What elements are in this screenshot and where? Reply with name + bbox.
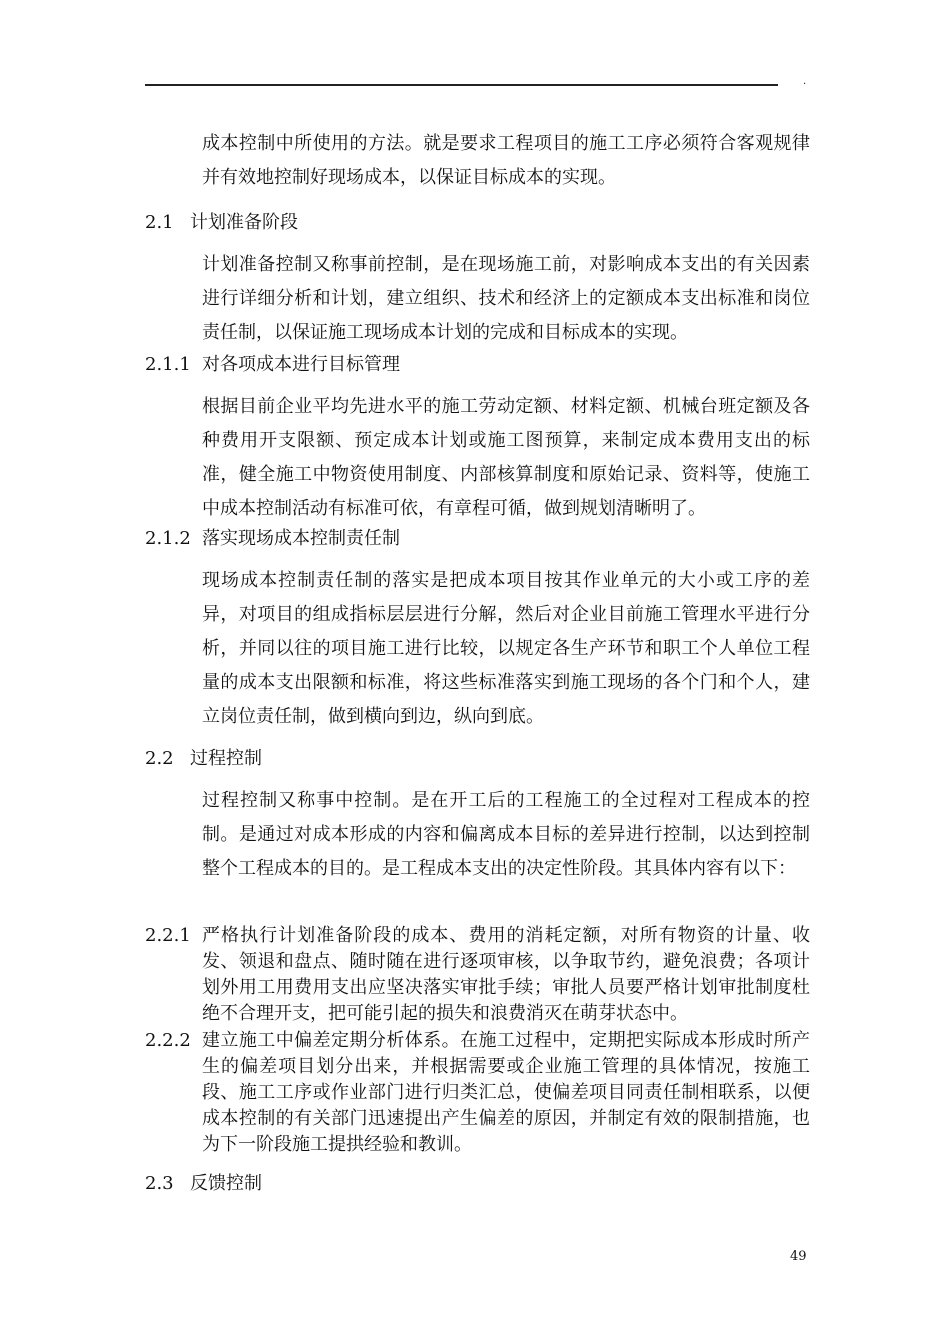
heading-title: 反馈控制: [190, 1173, 262, 1194]
paragraph-2-1-2: 现场成本控制责任制的落实是把成本项目按其作业单元的大小或工序的差异，对项目的组成指标层层进行分解，然后对企业目前施工管理水平进行分析，并同以往的项目施工进行比较，以规定各生产环节和职工个人单位工程量的成本支出限额和标准，将这些标准落实到施工现场的各个门和个人，建立岗位责任制，做到横向到边，纵向到底。: [202, 570, 810, 727]
heading-2-3: [145, 1172, 262, 1196]
item-number: 2.2.2: [145, 1030, 191, 1051]
paragraph-2-2: 过程控制又称事中控制。是在开工后的工程施工的全过程对工程成本的控制。是通过对成本形成的内容和偏离成本目标的差异进行控制，以达到控制整个工程成本的目的。是工程成本支出的决定性阶段。其具体内容有以下：: [202, 790, 810, 879]
header-rule: [145, 84, 778, 86]
paragraph-2-1-1: 根据目前企业平均先进水平的施工劳动定额、材料定额、机械台班定额及各种费用开支限额、预定成本计划或施工图预算，来制定成本费用支出的标准，健全施工中物资使用制度、内部核算制度和原始记录、资料等，使施工中成本控制活动有标准可依，有章程可循，做到规划清晰明了。: [202, 396, 810, 519]
heading-title: 对各项成本进行目标管理: [202, 354, 400, 375]
paragraph-2-1: 计划准备控制又称事前控制，是在现场施工前，对影响成本支出的有关因素进行详细分析和计划，建立组织、技术和经济上的定额成本支出标准和岗位责任制，以保证施工现场成本计划的完成和目标成本的实现。: [202, 254, 810, 343]
heading-number: 2.2: [145, 748, 174, 769]
page-number: 49: [790, 1249, 807, 1264]
list-item-2-2-2: [145, 1028, 810, 1158]
header-dot: .: [803, 76, 807, 87]
item-text: 建立施工中偏差定期分析体系。在施工过程中，定期把实际成本形成时所产生的偏差项目划分出来，并根据需要或企业施工管理的具体情况，按施工段、施工工序或作业部门进行归类汇总，使偏差项目同责任制相联系，以便成本控制的有关部门迅速提出产生偏差的原因，并制定有效的限制措施，也为下一阶段施工提拱经验和教训。: [202, 1030, 810, 1155]
heading-number: 2.1.2: [145, 528, 191, 549]
heading-2-1: [145, 211, 298, 235]
heading-2-2: [145, 747, 262, 771]
heading-number: 2.3: [145, 1173, 174, 1194]
heading-2-1-1: [145, 353, 400, 377]
heading-title: 落实现场成本控制责任制: [202, 528, 400, 549]
item-number: 2.2.1: [145, 925, 191, 946]
list-item-2-2-1: [145, 923, 810, 1027]
heading-number: 2.1: [145, 212, 174, 233]
heading-title: 计划准备阶段: [190, 212, 298, 233]
heading-number: 2.1.1: [145, 354, 191, 375]
heading-2-1-2: [145, 527, 400, 551]
item-text: 严格执行计划准备阶段的成本、费用的消耗定额，对所有物资的计量、收发、领退和盘点、随时随在进行逐项审核，以争取节约，避免浪费；各项计划外用工用费用支出应坚决落实审批手续；审批人员要严格计划审批制度杜绝不合理开支，把可能引起的损失和浪费消灭在萌芽状态中。: [202, 925, 810, 1024]
heading-title: 过程控制: [190, 748, 262, 769]
paragraph-intro: 成本控制中所使用的方法。就是要求工程项目的施工工序必须符合客观规律并有效地控制好现场成本，以保证目标成本的实现。: [202, 133, 810, 188]
